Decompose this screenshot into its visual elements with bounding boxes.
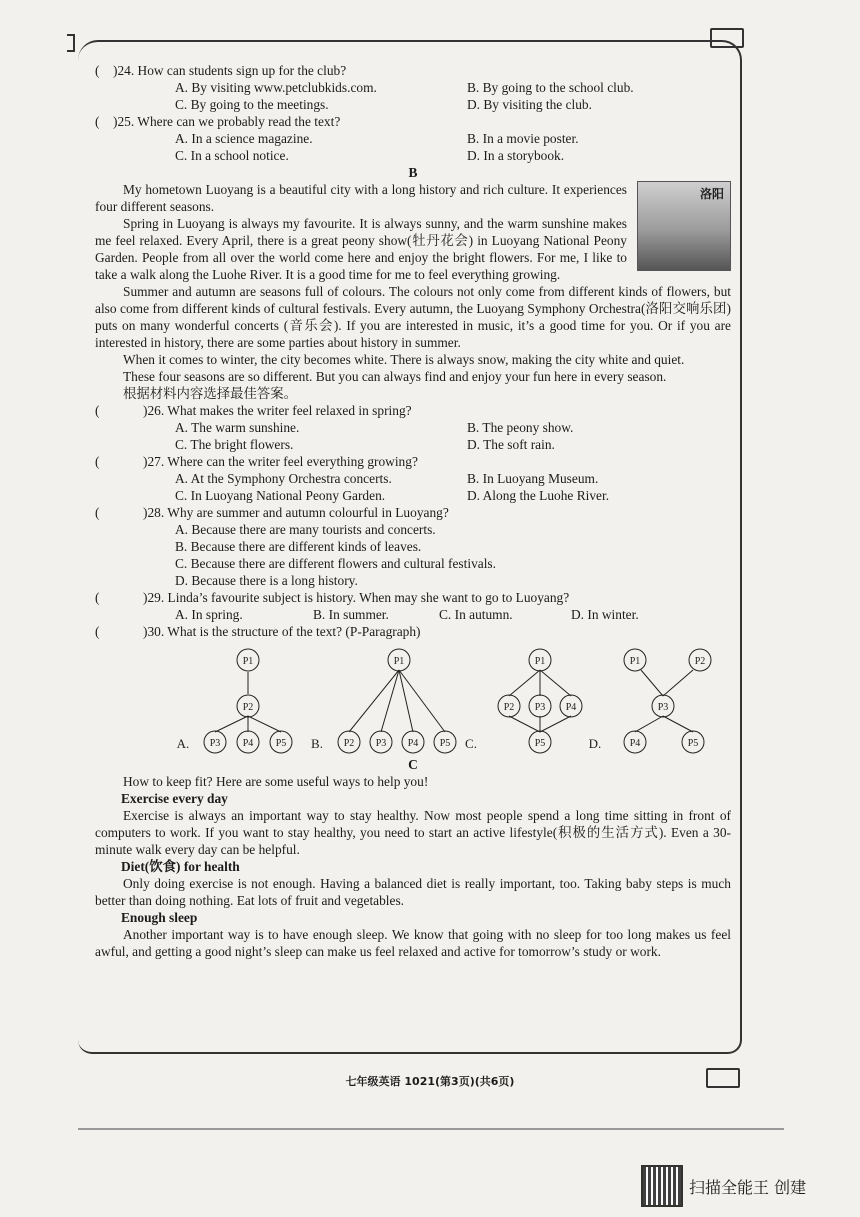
option-b: B. In a movie poster.	[467, 131, 579, 146]
label-c: C.	[465, 736, 477, 751]
paragraph-diet: Only doing exercise is not enough. Having a balanced diet is really important, too. Taking baby steps is much better than doing nothing. Eat lots of fruit and vegetables.	[95, 876, 731, 908]
question-text: )30. What is the structure of the text? (P-Paragraph)	[143, 624, 421, 639]
passage-b	[95, 181, 731, 385]
option-b: B. Because there are different kinds of leaves.	[175, 539, 422, 554]
node-p3: P3	[534, 702, 546, 713]
question-text: )27. Where can the writer feel everything growing?	[143, 454, 418, 469]
node-p1: P1	[242, 656, 254, 667]
heading-exercise: Exercise every day	[121, 791, 228, 806]
photo-caption: 洛阳	[699, 187, 724, 201]
option-b: B. In Luoyang Museum.	[467, 471, 599, 486]
question-30	[95, 623, 731, 640]
page-footer: 七年级英语 1021(第3页)(共6页)	[345, 1075, 515, 1088]
question-29	[95, 589, 731, 606]
node-p3: P3	[657, 702, 669, 713]
page-corner-box-top	[710, 28, 744, 48]
option-c: C. In a school notice.	[175, 148, 289, 163]
diagram-d	[589, 649, 711, 753]
heading-diet: Diet(饮食) for health	[121, 859, 240, 874]
option-c: C. By going to the meetings.	[175, 97, 329, 112]
section-b-heading: B	[408, 165, 418, 180]
answer-blank[interactable]: (	[95, 63, 100, 78]
instruction-text: 根据材料内容选择最佳答案。	[123, 386, 298, 401]
passage-b-paragraph-1: My hometown Luoyang is a beautiful city with a long history and rich culture. It experiences four different seasons.	[95, 182, 627, 214]
node-p5: P5	[439, 738, 451, 749]
answer-blank[interactable]: (	[95, 454, 100, 469]
answer-blank[interactable]: (	[95, 114, 100, 129]
passage-b-paragraph-5: These four seasons are so different. But you can always find and enjoy your fun here in every season.	[123, 369, 667, 384]
question-24	[95, 62, 731, 79]
option-d: D. The soft rain.	[467, 437, 555, 452]
node-p1: P1	[393, 656, 405, 667]
node-p3: P3	[209, 738, 221, 749]
label-b: B.	[311, 736, 323, 751]
node-p2: P2	[503, 702, 515, 713]
label-a: A.	[176, 736, 190, 751]
answer-blank[interactable]: (	[95, 624, 100, 639]
binding-bracket	[67, 34, 75, 52]
answer-blank[interactable]: (	[95, 403, 100, 418]
watermark-text: 扫描全能王 创建	[689, 1177, 807, 1197]
question-27	[95, 453, 731, 470]
paragraph-exercise: Exercise is always an important way to stay healthy. Now most people spend a long time sitting in front of computers to work. If you want to stay healthy, you need to start an active lifestyle(积极的生活方式). Even a 30-minute walk every day can be helpful.	[95, 808, 731, 857]
option-c: C. The bright flowers.	[175, 437, 294, 452]
option-c: C. Because there are different flowers and cultural festivals.	[175, 556, 496, 571]
answer-blank[interactable]: (	[95, 505, 100, 520]
options-26	[95, 419, 731, 453]
option-d: D. Because there is a long history.	[175, 573, 358, 588]
options-27	[95, 470, 731, 504]
option-b: B. The peony show.	[467, 420, 574, 435]
option-d: D. Along the Luohe River.	[467, 488, 610, 503]
node-p5: P5	[687, 738, 699, 749]
question-26	[95, 402, 731, 419]
node-p2: P2	[242, 702, 254, 713]
question-text: )24. How can students sign up for the club?	[113, 63, 347, 78]
option-a: A. In a science magazine.	[175, 131, 313, 146]
node-p4: P4	[565, 702, 577, 713]
node-p4: P4	[242, 738, 254, 749]
node-p5: P5	[275, 738, 287, 749]
diagram-c	[465, 649, 582, 753]
option-d: D. In winter.	[571, 607, 639, 622]
options-25	[95, 130, 731, 164]
exam-content	[95, 62, 731, 960]
structure-diagrams	[95, 644, 731, 762]
passage-c-intro: How to keep fit? Here are some useful ways to help you!	[123, 774, 429, 789]
option-c: C. In Luoyang National Peony Garden.	[175, 488, 386, 503]
option-d: D. In a storybook.	[467, 148, 565, 163]
section-c-heading: C	[408, 757, 418, 772]
node-p1: P1	[534, 656, 546, 667]
option-a: A. The warm sunshine.	[175, 420, 300, 435]
passage-b-paragraph-4: When it comes to winter, the city becomes white. There is always snow, making the city white and quiet.	[123, 352, 685, 367]
heading-sleep: Enough sleep	[121, 910, 198, 925]
label-d: D.	[588, 736, 602, 751]
question-28	[95, 504, 731, 521]
node-p2: P2	[343, 738, 355, 749]
option-a: A. Because there are many tourists and concerts.	[175, 522, 436, 537]
diagram-b	[311, 649, 456, 753]
node-p1: P1	[629, 656, 641, 667]
option-a: A. In spring.	[175, 607, 243, 622]
answer-blank[interactable]: (	[95, 590, 100, 605]
qr-code-icon	[641, 1165, 683, 1207]
passage-b-paragraph-2: Spring in Luoyang is always my favourite. It is always sunny, and the warm sunshine makes me feel relaxed. Every April, there is a great peony show(牡丹花会) in Luoyang National Peony Garden. People from all over the world come here and enjoy the bright flowers. For me, I like to take a walk along the Luohe River. It is a good time for me to feel everything growing.	[95, 216, 627, 282]
paragraph-sleep: Another important way is to have enough sleep. We know that going with no sleep for too long makes us feel awful, and getting a good night’s sleep can make us feel relaxed and active for tomorrow’s study or work.	[95, 927, 731, 959]
question-text: )28. Why are summer and autumn colourful in Luoyang?	[143, 505, 449, 520]
option-d: D. By visiting the club.	[467, 97, 592, 112]
options-29	[95, 606, 731, 623]
diagram-a	[177, 649, 292, 753]
node-p4: P4	[407, 738, 419, 749]
bottom-divider	[78, 1128, 784, 1130]
option-a: A. By visiting www.petclubkids.com.	[175, 80, 377, 95]
options-28	[95, 521, 731, 589]
node-p3: P3	[375, 738, 387, 749]
option-b: B. By going to the school club.	[467, 80, 634, 95]
question-25	[95, 113, 731, 130]
option-b: B. In summer.	[313, 607, 389, 622]
node-p2: P2	[694, 656, 706, 667]
node-p5: P5	[534, 738, 546, 749]
options-24	[95, 79, 731, 113]
question-text: )26. What makes the writer feel relaxed in spring?	[143, 403, 412, 418]
question-text: )25. Where can we probably read the text?	[113, 114, 341, 129]
luoyang-pagoda-photo	[637, 181, 731, 271]
question-text: )29. Linda’s favourite subject is history. When may she want to go to Luoyang?	[143, 590, 570, 605]
scanner-watermark	[641, 1165, 806, 1207]
option-a: A. At the Symphony Orchestra concerts.	[175, 471, 392, 486]
passage-b-paragraph-3: Summer and autumn are seasons full of colours. The colours not only come from different kinds of flowers, but also come from different kinds of cultural festivals. Every autumn, the Luoyang Symphony Orchestra(洛阳交响乐团) puts on many wonderful concerts (音乐会). If you are interested in music, it’s a good time for you. Or if you are interested in history, there are some parties about history in summer.	[95, 284, 731, 350]
option-c: C. In autumn.	[439, 607, 513, 622]
node-p4: P4	[629, 738, 641, 749]
